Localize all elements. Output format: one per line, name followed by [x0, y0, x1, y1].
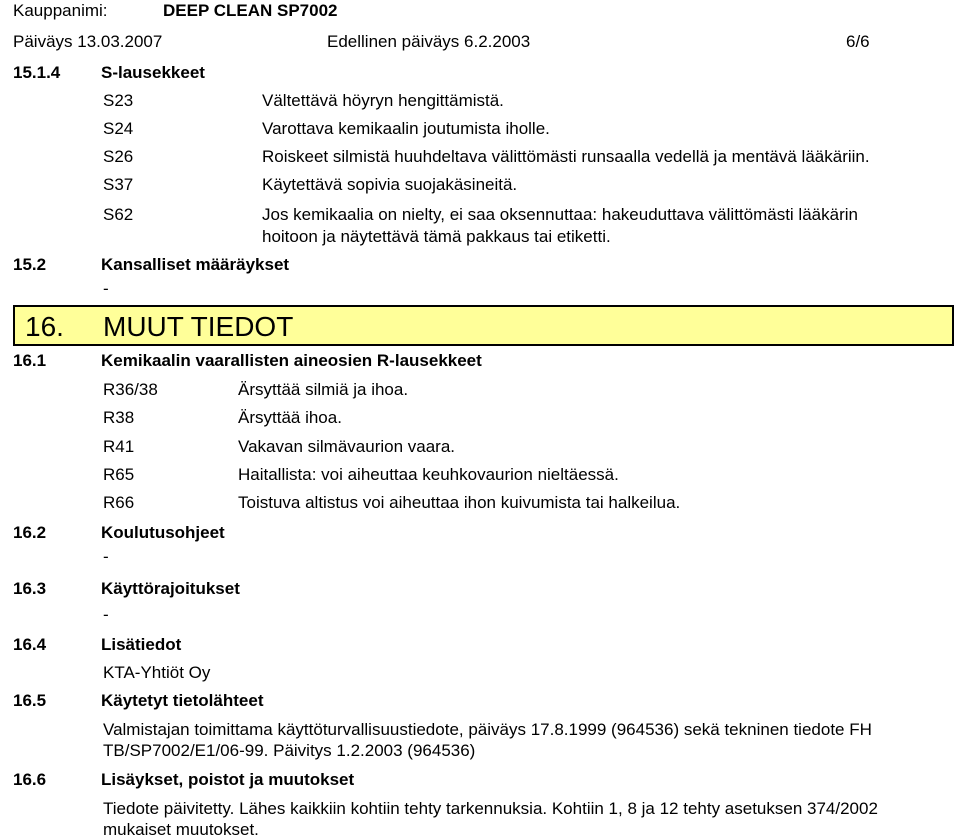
product-name: DEEP CLEAN SP7002: [163, 1, 338, 20]
section-value: -: [103, 279, 109, 298]
section-banner: [13, 305, 954, 346]
section-title: Käyttörajoitukset: [101, 579, 240, 598]
section-number: 16.1: [13, 351, 47, 370]
section-title: Lisäykset, poistot ja muutokset: [101, 770, 355, 789]
section-text-line: Valmistajan toimittama käyttöturvallisuustiedote, päiväys 17.8.1999 (964536) sekä tekninen tiedote FH: [103, 720, 872, 739]
s-phrase-text: Roiskeet silmistä huuhdeltava välittömästi runsaalla vedellä ja mentävä lääkäriin.: [262, 147, 870, 166]
r-phrase-text: Vakavan silmävaurion vaara.: [238, 437, 456, 456]
section-title: Kemikaalin vaarallisten aineosien R-lausekkeet: [101, 351, 482, 370]
s-phrase-code: S24: [103, 119, 134, 138]
r-phrase-text: Ärsyttää ihoa.: [238, 408, 342, 427]
section-title: Lisätiedot: [101, 635, 182, 654]
section-value: -: [103, 605, 109, 624]
r-phrase-code: R38: [103, 408, 135, 427]
section-number: 15.1.4: [13, 63, 61, 82]
banner-number: 16.: [25, 311, 64, 342]
s-phrase-text: Vältettävä höyryn hengittämistä.: [262, 91, 504, 110]
s-phrase-code: S23: [103, 91, 134, 110]
previous-date: Edellinen päiväys 6.2.2003: [327, 32, 531, 51]
section-title: Kansalliset määräykset: [101, 255, 290, 274]
trade-name-label: Kauppanimi:: [13, 1, 108, 20]
section-title: Koulutusohjeet: [101, 523, 225, 542]
section-title: Käytetyt tietolähteet: [101, 691, 264, 710]
section-number: 16.6: [13, 770, 47, 789]
s-phrase-text: Käytettävä sopivia suojakäsineitä.: [262, 175, 518, 194]
r-phrase-code: R36/38: [103, 380, 158, 399]
document-date: Päiväys 13.03.2007: [13, 32, 163, 51]
section-text-line: TB/SP7002/E1/06-99. Päivitys 1.2.2003 (964536): [103, 741, 476, 760]
r-phrase-text: Ärsyttää silmiä ja ihoa.: [238, 380, 409, 399]
r-phrase-code: R66: [103, 493, 135, 512]
r-phrase-code: R65: [103, 465, 135, 484]
section-number: 16.4: [13, 635, 47, 654]
section-text-line: mukaiset muutokset.: [103, 820, 259, 839]
s-phrase-code: S62: [103, 205, 134, 224]
section-number: 16.2: [13, 523, 47, 542]
r-phrase-code: R41: [103, 437, 135, 456]
section-text-line: Tiedote päivitetty. Lähes kaikkiin kohtiin tehty tarkennuksia. Kohtiin 1, 8 ja 12 tehty asetuksen 374/2002: [103, 799, 878, 818]
s-phrase-code: S37: [103, 175, 134, 194]
section-number: 16.5: [13, 691, 47, 710]
s-phrase-code: S26: [103, 147, 134, 166]
s-phrase-text: Varottava kemikaalin joutumista iholle.: [262, 119, 550, 138]
section-number: 15.2: [13, 255, 47, 274]
r-phrase-text: Toistuva altistus voi aiheuttaa ihon kuivumista tai halkeilua.: [238, 493, 681, 512]
s-phrase-text-continued: hoitoon ja näytettävä tämä pakkaus tai etiketti.: [262, 227, 611, 246]
banner-title: MUUT TIEDOT: [103, 311, 294, 342]
section-number: 16.3: [13, 579, 47, 598]
r-phrase-text: Haitallista: voi aiheuttaa keuhkovaurion nieltäessä.: [238, 465, 619, 484]
page-number: 6/6: [846, 32, 870, 51]
s-phrase-text: Jos kemikaalia on nielty, ei saa oksennuttaa: hakeuduttava välittömästi lääkärin: [262, 205, 858, 224]
section-value: -: [103, 547, 109, 566]
section-title: S-lausekkeet: [101, 63, 205, 82]
section-value: KTA-Yhtiöt Oy: [103, 663, 211, 682]
